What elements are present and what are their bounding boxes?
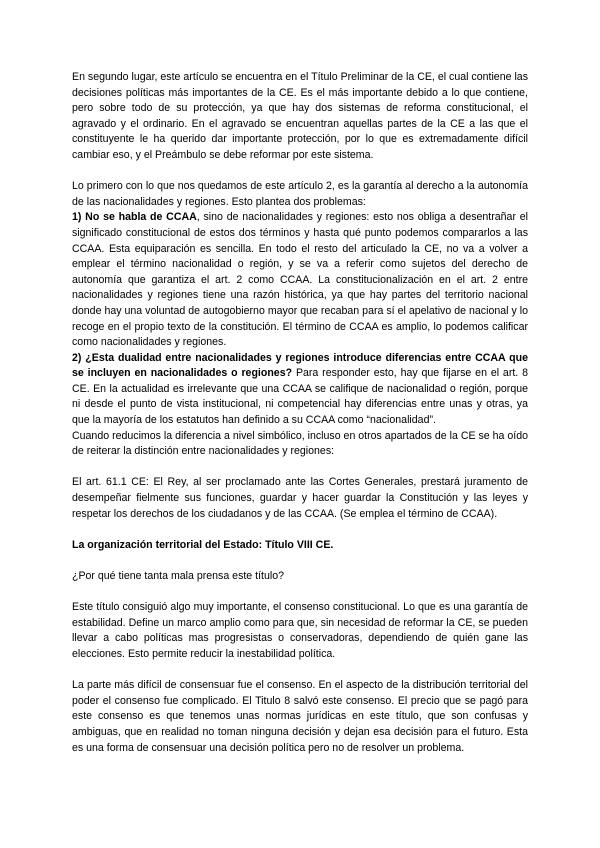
paragraph-gap (72, 663, 528, 679)
paragraph-gap (72, 522, 528, 538)
paragraph-gap (72, 164, 528, 180)
paragraph-gap (72, 553, 528, 569)
paragraph-articulo-2: Lo primero con lo que nos quedamos de este artículo 2, es la garantía al derecho a la autonomía de las nacionalidades y regiones. Esto plantea dos problemas: (72, 180, 528, 208)
paragraph-nivel-simbolico: Cuando reducimos la diferencia a nivel simbólico, incluso en otros apartados de la CE se ha oído de reiterar la distinción entre nacionalidades y regiones: (72, 429, 528, 458)
paragraph-consenso-constitucional: Este título consiguió algo muy importante, el consenso constitucional. Lo que es una garantía de estabilidad. Define un marco amplio como para que, sin necesidad de reformar la CE, se pueden llevar a cabo políticas mas progresistas o conservadoras, dependiendo de quién gane las elecciones. Esto permite reducir la inestabilidad política. (72, 601, 528, 660)
problema-2-text: Para responder esto, hay que fijarse en el art. 8 CE. En la actualidad es irrelevante que una CCAA se califique de nacionalidad o región, porque ni desde el punto de vista institucional, ni competencial hay diferencias entre unas y otras, ya que la mayoría de los estatutos han definido a su CCAA como “nacionalidad”. (72, 367, 528, 427)
paragraph-problema-1 (72, 210, 528, 350)
paragraph-art-61: El art. 61.1 CE: El Rey, al ser proclamado ante las Cortes Generales, prestará juramento de desempeñar fielmente sus funciones, guardar y hacer guardar la Constitución y las leyes y respetar los derechos de los ciudadanos y de las CCAA. (Se emplea el término de CCAA). (72, 476, 528, 520)
paragraph-gap (72, 460, 528, 476)
paragraph-pregunta: ¿Por qué tiene tanta mala prensa este título? (72, 570, 285, 582)
section-heading: La organización territorial del Estado: Título VIII CE. (72, 538, 334, 551)
document-body (72, 70, 528, 756)
paragraph-titulo-preliminar: En segundo lugar, este artículo se encuentra en el Título Preliminar de la CE, el cual contiene las decisiones políticas más importantes de la CE. Es el más importante debido a lo que contiene, pero sobre todo de su protección, ya que hay dos sistemas de reforma constitucional, el agravado y el ordinario. En el agravado se encuentran aquellas partes de la CE a las que el constituyente le ha querido dar importante protección, por lo que es extremadamente difícil cambiar eso, y el Preámbulo se debe reformar por este sistema. (72, 71, 528, 161)
problema-1-heading: 1) No se habla de CCAA (72, 211, 197, 224)
paragraph-gap (72, 585, 528, 601)
problema-2-heading: 2) ¿Esta dualidad entre nacionalidades y regiones introduce diferencias entre CCAA que se incluyen en nacionalidades o regiones? (72, 351, 528, 380)
problema-1-text: , sino de nacionalidades y regiones: esto nos obliga a desentrañar el significado constitucional de estos dos términos y hasta qué punto podemos compararlos a las CCAA. Esta equiparación es sencilla. En todo el resto del articulado la CE, no va a volver a emplear el término nacionalidad o región, y se va a referir como sujetos del derecho de autonomía que garantiza el art. 2 como CCAA. La constitucionalización en el art. 2 entre nacionalidades y regiones tiene una razón histórica, ya que hay partes del territorio nacional donde hay una voluntad de autogobierno mayor que recaban para sí el apelativo de nacional y lo recoge en el propio texto de la constitución. El término de CCAA es amplio, lo podemos calificar como nacionalidades y regiones. (72, 211, 528, 349)
paragraph-consensuar: La parte más difícil de consensuar fue el consenso. En el aspecto de la distribución territorial del poder el consenso fue complicado. El Titulo 8 salvó este consenso. El precio que se pagó para este consenso es que tenemos unas normas jurídicas en este título, que son confusas y ambiguas, que en realidad no toman ninguna decisión y dejan esa decisión para el futuro. Esta es una forma de consensuar una decisión política pero no de resolver un problema. (72, 679, 528, 754)
paragraph-problema-2 (72, 351, 528, 429)
